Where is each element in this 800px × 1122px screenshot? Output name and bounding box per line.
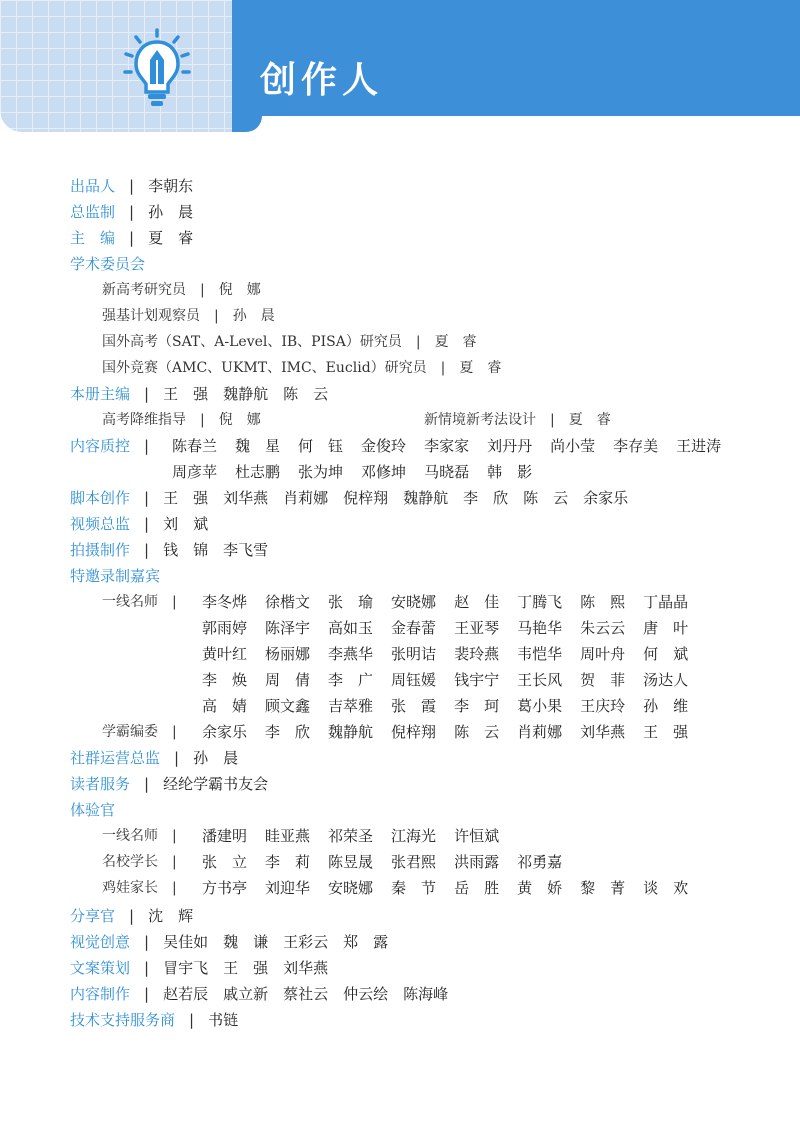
person-name: 陈泽宇 bbox=[265, 619, 311, 637]
person-name: 王进涛 bbox=[676, 437, 722, 455]
person-name: 李 莉 bbox=[265, 853, 311, 871]
credit-value: 书链 bbox=[208, 1011, 239, 1029]
separator: | bbox=[144, 541, 150, 559]
separator: | bbox=[189, 1011, 195, 1029]
person-name: 眭亚燕 bbox=[265, 827, 311, 845]
person-name: 丁晶晶 bbox=[643, 593, 689, 611]
person-name: 赵 佳 bbox=[454, 593, 500, 611]
person-name: 洪雨露 bbox=[454, 853, 500, 871]
credit-value: 沈 辉 bbox=[148, 907, 194, 925]
credit-value: 夏 睿 bbox=[148, 229, 194, 247]
person-name: 陈 云 bbox=[454, 723, 500, 741]
person-name: 倪梓翔 bbox=[391, 723, 437, 741]
separator: | bbox=[440, 360, 446, 376]
person-name: 魏静航 bbox=[328, 723, 374, 741]
experience-group bbox=[102, 824, 191, 848]
person-name: 李 焕 bbox=[202, 671, 248, 689]
person-name: 韩 影 bbox=[487, 463, 533, 481]
quality-names-line1 bbox=[172, 434, 739, 458]
person-name: 江海光 bbox=[391, 827, 437, 845]
person-name: 祁荣圣 bbox=[328, 827, 374, 845]
guests-teachers-role bbox=[102, 590, 191, 614]
person-name: 高 婧 bbox=[202, 697, 248, 715]
person-name: 肖莉娜 bbox=[517, 723, 563, 741]
guests-editors-role bbox=[102, 720, 191, 744]
role-name: 新情境新考法设计 bbox=[424, 412, 536, 428]
separator: | bbox=[415, 334, 421, 350]
lightbulb-pencil-icon bbox=[112, 22, 202, 112]
separator: | bbox=[172, 880, 177, 896]
credit-value: 刘 斌 bbox=[163, 515, 209, 533]
separator: | bbox=[129, 177, 135, 195]
credit-value: 赵若辰 戚立新 蔡社云 仲云绘 陈海峰 bbox=[163, 985, 449, 1003]
header-notch bbox=[232, 116, 262, 132]
person-name: 周钰媛 bbox=[391, 671, 437, 689]
person-name: 贺 菲 bbox=[580, 671, 626, 689]
credit-reader-service bbox=[70, 772, 268, 796]
separator: | bbox=[144, 933, 150, 951]
role-name: 一线名师 bbox=[102, 594, 158, 610]
credit-label: 技术支持服务商 bbox=[70, 1011, 176, 1029]
credit-quality-control bbox=[70, 434, 163, 458]
person-name: 张明诘 bbox=[391, 645, 437, 663]
credit-value: 钱 锦 李飞雪 bbox=[163, 541, 269, 559]
person-name: 谈 欢 bbox=[643, 879, 689, 897]
credit-producer bbox=[70, 174, 193, 198]
person-name: 魏 星 bbox=[235, 437, 281, 455]
experience-names bbox=[202, 824, 517, 848]
separator: | bbox=[144, 489, 150, 507]
credit-value: 王 强 刘华燕 肖莉娜 倪梓翔 魏静航 李 欣 陈 云 余家乐 bbox=[163, 489, 629, 507]
person-name: 李 珂 bbox=[454, 697, 500, 715]
person-name: 金春蕾 bbox=[391, 619, 437, 637]
role-name: 名校学长 bbox=[102, 854, 158, 870]
credit-label: 主 编 bbox=[70, 229, 116, 247]
person-name: 王 强 bbox=[643, 723, 689, 741]
credit-tech-support bbox=[70, 1008, 238, 1032]
credit-label: 分享官 bbox=[70, 907, 116, 925]
person-name: 陈昱晟 bbox=[328, 853, 374, 871]
role-name: 新高考研究员 bbox=[102, 282, 186, 298]
person-name: 徐楷文 bbox=[265, 593, 311, 611]
experience-group bbox=[102, 850, 191, 874]
role-name: 鸡娃家长 bbox=[102, 880, 158, 896]
credit-label: 特邀录制嘉宾 bbox=[70, 567, 161, 585]
credit-label: 视频总监 bbox=[70, 515, 131, 533]
person-name: 周 倩 bbox=[265, 671, 311, 689]
credit-academic-committee bbox=[70, 252, 145, 276]
credit-sharing bbox=[70, 904, 193, 928]
person-name: 朱云云 bbox=[580, 619, 626, 637]
separator: | bbox=[550, 412, 555, 428]
person-name: 丁腾飞 bbox=[517, 593, 563, 611]
person-name: 郭雨婷 bbox=[202, 619, 248, 637]
person-name: 许恒斌 bbox=[454, 827, 500, 845]
person-name: 安晓娜 bbox=[391, 593, 437, 611]
teachers-line bbox=[202, 616, 706, 640]
person-name: 高如玉 bbox=[328, 619, 374, 637]
credit-guests bbox=[70, 564, 160, 588]
person-name: 李燕华 bbox=[328, 645, 374, 663]
separator: | bbox=[129, 229, 135, 247]
person-name: 刘丹丹 bbox=[487, 437, 533, 455]
person-name: 周彦苹 bbox=[172, 463, 218, 481]
academic-role bbox=[102, 356, 501, 380]
role-name: 国外竞赛（AMC、UKMT、IMC、Euclid）研究员 bbox=[102, 360, 427, 376]
experience-names bbox=[202, 850, 580, 874]
person-name: 张 霞 bbox=[391, 697, 437, 715]
person-name: 刘华燕 bbox=[580, 723, 626, 741]
person-name: 张君熙 bbox=[391, 853, 437, 871]
role-value: 夏 睿 bbox=[459, 360, 502, 376]
person-name: 余家乐 bbox=[202, 723, 248, 741]
person-name: 钱宇宁 bbox=[454, 671, 500, 689]
volume-role-a bbox=[102, 408, 261, 432]
person-name: 李存美 bbox=[613, 437, 659, 455]
teachers-line bbox=[202, 590, 706, 614]
person-name: 顾文鑫 bbox=[265, 697, 311, 715]
separator: | bbox=[144, 775, 150, 793]
person-name: 杜志鹏 bbox=[235, 463, 281, 481]
person-name: 李冬烨 bbox=[202, 593, 248, 611]
person-name: 周叶舟 bbox=[580, 645, 626, 663]
person-name: 方书亭 bbox=[202, 879, 248, 897]
academic-role bbox=[102, 304, 275, 328]
editors-line bbox=[202, 720, 706, 744]
role-value: 夏 睿 bbox=[434, 334, 477, 350]
person-name: 黄 娇 bbox=[517, 879, 563, 897]
credit-label: 社群运营总监 bbox=[70, 749, 161, 767]
person-name: 陈 熙 bbox=[580, 593, 626, 611]
credit-label: 总监制 bbox=[70, 203, 116, 221]
volume-role-b bbox=[424, 408, 611, 432]
person-name: 李 欣 bbox=[265, 723, 311, 741]
credit-volume-editor bbox=[70, 382, 328, 406]
person-name: 何 钰 bbox=[298, 437, 344, 455]
person-name: 马艳华 bbox=[517, 619, 563, 637]
credit-label: 视觉创意 bbox=[70, 933, 131, 951]
experience-group bbox=[102, 876, 191, 900]
credit-value: 吴佳如 魏 谦 王彩云 郑 露 bbox=[163, 933, 389, 951]
person-name: 张为坤 bbox=[298, 463, 344, 481]
person-name: 裴玲燕 bbox=[454, 645, 500, 663]
separator: | bbox=[172, 594, 177, 610]
role-name: 学霸编委 bbox=[102, 724, 158, 740]
separator: | bbox=[144, 385, 150, 403]
separator: | bbox=[144, 959, 150, 977]
person-name: 刘迎华 bbox=[265, 879, 311, 897]
quality-names-line2 bbox=[172, 460, 550, 484]
person-name: 尚小莹 bbox=[550, 437, 596, 455]
separator: | bbox=[172, 724, 177, 740]
credit-label: 拍摄制作 bbox=[70, 541, 131, 559]
credit-supervisor bbox=[70, 200, 193, 224]
separator: | bbox=[200, 282, 205, 298]
separator: | bbox=[200, 412, 205, 428]
separator: | bbox=[172, 828, 177, 844]
person-name: 邓修坤 bbox=[361, 463, 407, 481]
person-name: 岳 胜 bbox=[454, 879, 500, 897]
person-name: 陈春兰 bbox=[172, 437, 218, 455]
person-name: 安晓娜 bbox=[328, 879, 374, 897]
separator: | bbox=[214, 308, 219, 324]
credit-value: 李朝东 bbox=[148, 177, 194, 195]
separator: | bbox=[129, 203, 135, 221]
person-name: 潘建明 bbox=[202, 827, 248, 845]
page-title: 创作人 bbox=[260, 60, 384, 101]
teachers-line bbox=[202, 642, 706, 666]
person-name: 祁勇嘉 bbox=[517, 853, 563, 871]
credit-label: 内容质控 bbox=[70, 437, 131, 455]
role-value: 孙 晨 bbox=[232, 308, 275, 324]
separator: | bbox=[172, 854, 177, 870]
credit-label: 本册主编 bbox=[70, 385, 131, 403]
person-name: 葛小果 bbox=[517, 697, 563, 715]
person-name: 王亚琴 bbox=[454, 619, 500, 637]
credit-video-director bbox=[70, 512, 208, 536]
credit-script bbox=[70, 486, 628, 510]
person-name: 汤达人 bbox=[643, 671, 689, 689]
credit-filming bbox=[70, 538, 268, 562]
person-name: 吉萃雅 bbox=[328, 697, 374, 715]
credit-value: 孙 晨 bbox=[148, 203, 194, 221]
credit-content-production bbox=[70, 982, 448, 1006]
person-name: 王庆玲 bbox=[580, 697, 626, 715]
separator: | bbox=[144, 515, 150, 533]
credit-label: 内容制作 bbox=[70, 985, 131, 1003]
credit-label: 出品人 bbox=[70, 177, 116, 195]
person-name: 何 斌 bbox=[643, 645, 689, 663]
role-name: 国外高考（SAT、A-Level、IB、PISA）研究员 bbox=[102, 334, 402, 350]
separator: | bbox=[129, 907, 135, 925]
credit-label: 脚本创作 bbox=[70, 489, 131, 507]
person-name: 孙 维 bbox=[643, 697, 689, 715]
teachers-line bbox=[202, 668, 706, 692]
credit-value: 经纶学霸书友会 bbox=[163, 775, 269, 793]
person-name: 唐 叶 bbox=[643, 619, 689, 637]
credit-visual bbox=[70, 930, 388, 954]
role-value: 倪 娜 bbox=[218, 412, 261, 428]
credit-label: 学术委员会 bbox=[70, 255, 146, 273]
role-name: 一线名师 bbox=[102, 828, 158, 844]
person-name: 李 广 bbox=[328, 671, 374, 689]
experience-names bbox=[202, 876, 706, 900]
teachers-line bbox=[202, 694, 706, 718]
person-name: 黎 菁 bbox=[580, 879, 626, 897]
academic-role bbox=[102, 330, 477, 354]
credit-label: 文案策划 bbox=[70, 959, 131, 977]
credit-label: 读者服务 bbox=[70, 775, 131, 793]
role-name: 强基计划观察员 bbox=[102, 308, 200, 324]
separator: | bbox=[144, 985, 150, 1003]
person-name: 秦 节 bbox=[391, 879, 437, 897]
person-name: 张 瑜 bbox=[328, 593, 374, 611]
credit-value: 孙 晨 bbox=[193, 749, 239, 767]
credit-value: 冒宇飞 王 强 刘华燕 bbox=[163, 959, 329, 977]
role-value: 夏 睿 bbox=[568, 412, 611, 428]
credit-value: 王 强 魏静航 陈 云 bbox=[163, 385, 329, 403]
credit-experience bbox=[70, 798, 115, 822]
credit-chief-editor bbox=[70, 226, 193, 250]
credit-label: 体验官 bbox=[70, 801, 116, 819]
person-name: 马晓磊 bbox=[424, 463, 470, 481]
person-name: 韦恺华 bbox=[517, 645, 563, 663]
separator: | bbox=[144, 437, 150, 455]
academic-role bbox=[102, 278, 261, 302]
person-name: 杨丽娜 bbox=[265, 645, 311, 663]
person-name: 王长风 bbox=[517, 671, 563, 689]
role-value: 倪 娜 bbox=[218, 282, 261, 298]
credit-community bbox=[70, 746, 238, 770]
person-name: 张 立 bbox=[202, 853, 248, 871]
person-name: 李家家 bbox=[424, 437, 470, 455]
credit-copywriting bbox=[70, 956, 328, 980]
person-name: 黄叶红 bbox=[202, 645, 248, 663]
role-name: 高考降维指导 bbox=[102, 412, 186, 428]
separator: | bbox=[174, 749, 180, 767]
person-name: 金俊玲 bbox=[361, 437, 407, 455]
